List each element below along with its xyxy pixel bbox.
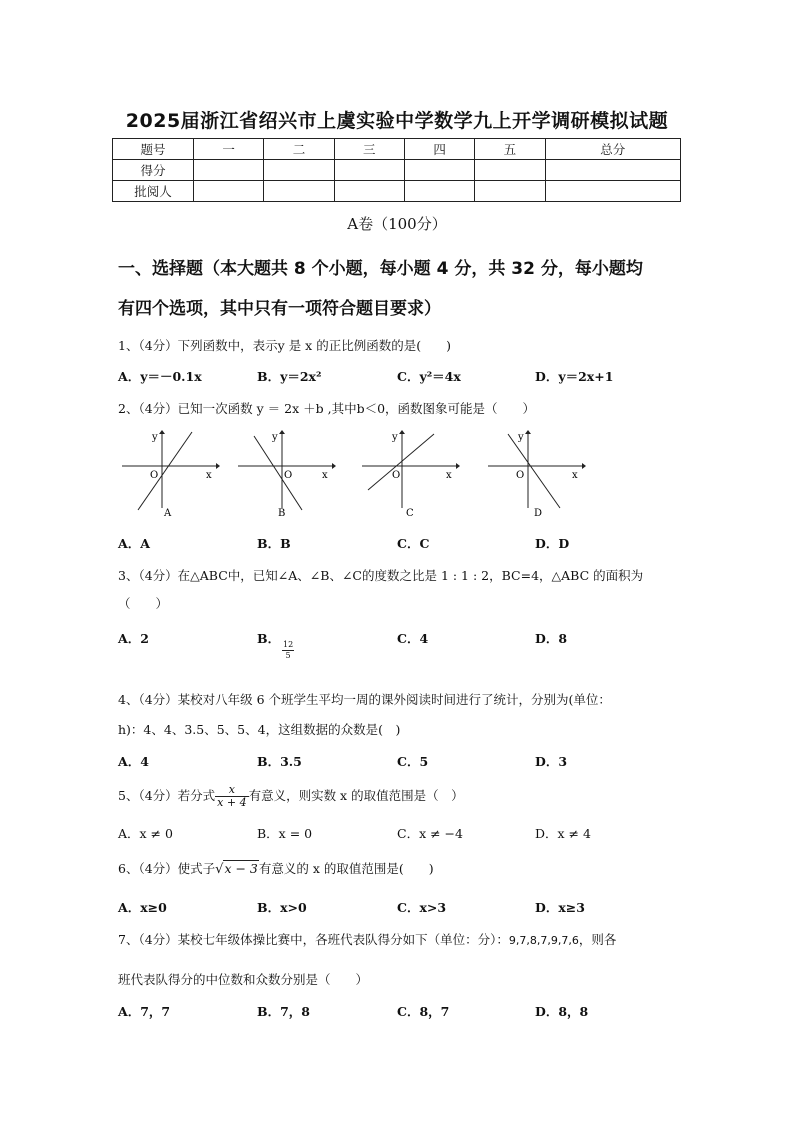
graph-label: C <box>406 508 414 518</box>
q6-option-c[interactable]: C．x>3 <box>397 900 447 915</box>
q7-prefix: 7、（4分）某校七年级体操比赛中，各班代表队得分如下（单位：分）： <box>118 932 509 947</box>
question-4-cont: h)：4、4、3.5、5、5、4，这组数据的众数是( ) <box>118 722 401 737</box>
question-7-cont: 班代表队得分的中位数和众数分别是（ ） <box>118 972 369 987</box>
y-axis-arrow <box>399 430 405 434</box>
graph-c <box>360 428 460 518</box>
q5-fraction <box>215 784 248 809</box>
q2-option-d[interactable]: D．D <box>535 536 570 551</box>
grader-input-cell[interactable] <box>334 181 404 202</box>
q3-option-b[interactable]: B． <box>257 631 281 646</box>
q5-option-a[interactable]: A．x ≠ 0 <box>118 826 173 841</box>
q7-option-d[interactable]: D．8，8 <box>535 1004 589 1019</box>
table-cell: 题号 <box>113 139 194 160</box>
graph-label: B <box>278 508 286 518</box>
score-input-cell[interactable] <box>264 160 334 181</box>
q4-option-c[interactable]: C．5 <box>397 754 429 769</box>
score-input-cell[interactable] <box>404 160 474 181</box>
grader-input-cell[interactable] <box>545 181 680 202</box>
graph-a-svg <box>120 428 220 518</box>
origin-label: O <box>150 470 159 481</box>
x-label: x <box>206 470 212 481</box>
table-cell: 五 <box>475 139 545 160</box>
x-label: x <box>446 470 452 481</box>
q7-data: 9,7,8,7,9,7,6 <box>508 934 579 947</box>
table-cell: 得分 <box>113 160 194 181</box>
score-input-cell[interactable] <box>545 160 680 181</box>
y-label: y <box>392 432 398 443</box>
x-axis-arrow <box>456 463 460 469</box>
q4-option-a[interactable]: A．4 <box>118 754 149 769</box>
q5-frac-num: x <box>215 784 248 797</box>
q6-option-a[interactable]: A．x≥0 <box>118 900 167 915</box>
q3-option-c[interactable]: C．4 <box>397 631 429 646</box>
graph-d-svg <box>486 428 586 518</box>
q1-option-b[interactable]: B．y＝2x² <box>257 369 322 384</box>
q1-option-c[interactable]: C．y²＝4x <box>397 369 461 384</box>
y-axis-arrow <box>159 430 165 434</box>
table-row <box>113 139 681 160</box>
score-table <box>112 138 681 202</box>
volume-heading: A卷（100分） <box>347 215 447 233</box>
question-5 <box>118 781 464 811</box>
function-line <box>368 434 434 490</box>
question-4: 4、（4分）某校对八年级 6 个班学生平均一周的课外阅读时间进行了统计，分别为(单位： <box>118 692 611 707</box>
q5-suffix: 有意义，则实数 x 的取值范围是（ ） <box>248 788 464 803</box>
q3-option-d[interactable]: D．8 <box>535 631 568 646</box>
q5-option-c[interactable]: C．x ≠ −4 <box>397 826 463 841</box>
graph-label: D <box>534 508 543 518</box>
q6-suffix: 有意义的 x 的取值范围是( ) <box>258 861 434 876</box>
function-line <box>254 436 302 510</box>
q4-option-d[interactable]: D．3 <box>535 754 568 769</box>
sqrt-icon: √ <box>215 862 224 877</box>
table-cell: 四 <box>404 139 474 160</box>
section-heading-line2: 有四个选项，其中只有一项符合题目要求） <box>118 299 441 319</box>
q1-option-a[interactable]: A．y＝－0.1x <box>118 369 202 384</box>
y-label: y <box>152 432 158 443</box>
score-input-cell[interactable] <box>194 160 264 181</box>
y-label: y <box>272 432 278 443</box>
function-line <box>138 432 192 510</box>
grader-input-cell[interactable] <box>264 181 334 202</box>
q2-option-a[interactable]: A．A <box>118 536 150 551</box>
origin-label: O <box>516 470 525 481</box>
q5-frac-den: x + 4 <box>217 796 247 809</box>
origin-label: O <box>284 470 293 481</box>
graph-label: A <box>164 508 172 518</box>
graph-d <box>486 428 586 518</box>
score-input-cell[interactable] <box>334 160 404 181</box>
table-row <box>113 181 681 202</box>
q7-option-a[interactable]: A．7，7 <box>118 1004 171 1019</box>
graph-a <box>120 428 220 518</box>
y-axis-arrow <box>525 430 531 434</box>
q5-prefix: 5、（4分）若分式 <box>118 788 216 803</box>
table-cell: 总分 <box>545 139 680 160</box>
fraction-numerator: 12 <box>283 640 294 649</box>
x-axis-arrow <box>582 463 586 469</box>
q4-option-b[interactable]: B．3.5 <box>257 754 302 769</box>
q7-option-c[interactable]: C．8，7 <box>397 1004 450 1019</box>
q6-option-b[interactable]: B．x>0 <box>257 900 307 915</box>
question-6 <box>118 859 434 877</box>
x-label: x <box>322 470 328 481</box>
q1-option-d[interactable]: D．y＝2x+1 <box>535 369 614 384</box>
table-cell: 一 <box>194 139 264 160</box>
q6-prefix: 6、（4分）使式子 <box>118 861 216 876</box>
y-label: y <box>518 432 524 443</box>
grader-input-cell[interactable] <box>194 181 264 202</box>
q2-option-c[interactable]: C．C <box>397 536 430 551</box>
q6-option-d[interactable]: D．x≥3 <box>535 900 585 915</box>
grader-input-cell[interactable] <box>404 181 474 202</box>
question-3: 3、（4分）在△ABC中，已知∠A、∠B、∠C的度数之比是 1 : 1 : 2，BC=4，△ABC 的面积为 <box>118 568 644 583</box>
question-2: 2、（4分）已知一次函数 y ＝ 2x ＋b ,其中b＜0，函数图象可能是（ ） <box>118 401 536 416</box>
q5-option-d[interactable]: D．x ≠ 4 <box>535 826 591 841</box>
table-row <box>113 160 681 181</box>
y-axis-arrow <box>279 430 285 434</box>
q5-option-b[interactable]: B．x = 0 <box>257 826 313 841</box>
score-input-cell[interactable] <box>475 160 545 181</box>
x-axis-arrow <box>332 463 336 469</box>
table-cell: 三 <box>334 139 404 160</box>
question-1: 1、（4分）下列函数中，表示y 是 x 的正比例函数的是( ) <box>118 338 451 353</box>
question-7 <box>118 930 616 948</box>
question-3-cont: （ ） <box>118 596 169 611</box>
origin-label: O <box>392 470 401 481</box>
x-label: x <box>572 470 578 481</box>
graph-b <box>236 428 336 518</box>
table-cell: 二 <box>264 139 334 160</box>
q7-suffix: ，则各 <box>578 932 617 947</box>
section-heading-line1: 一、选择题（本大题共 8 个小题，每小题 4 分，共 32 分，每小题均 <box>118 259 643 279</box>
page-title: 2025届浙江省绍兴市上虞实验中学数学九上开学调研模拟试题 <box>125 110 669 132</box>
q3-option-a[interactable]: A．2 <box>118 631 149 646</box>
grader-input-cell[interactable] <box>475 181 545 202</box>
q6-radicand: x − 3 <box>224 861 258 876</box>
x-axis-arrow <box>216 463 220 469</box>
graph-b-svg <box>236 428 336 518</box>
q3-option-b-fraction <box>282 640 294 661</box>
graph-c-svg <box>360 428 460 518</box>
q2-option-b[interactable]: B．B <box>257 536 291 551</box>
q7-option-b[interactable]: B．7，8 <box>257 1004 310 1019</box>
table-cell: 批阅人 <box>113 181 194 202</box>
fraction-denominator: 5 <box>285 651 291 660</box>
